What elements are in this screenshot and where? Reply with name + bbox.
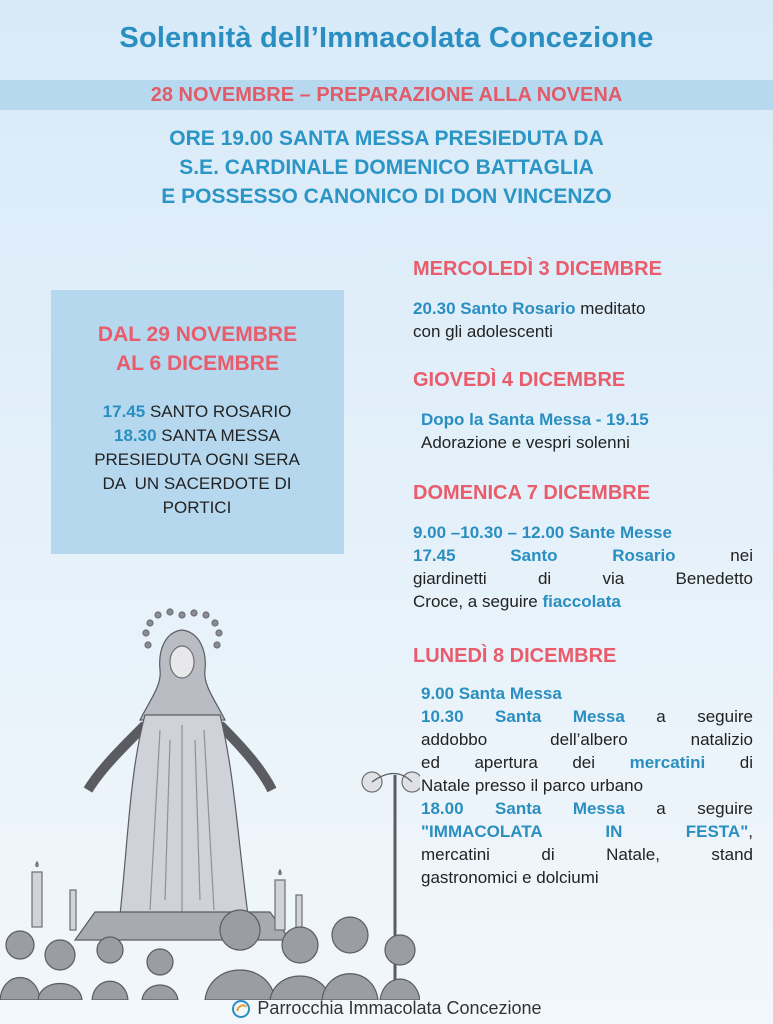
schedule-text: Croce, a seguire bbox=[413, 592, 543, 611]
schedule-bold: 10.30 Santa Messa bbox=[421, 707, 625, 726]
schedule-text: ed apertura dei bbox=[421, 753, 630, 772]
schedule-bold: 17.45 Santo Rosario bbox=[413, 546, 676, 565]
novena-line-2 bbox=[62, 424, 332, 448]
novena-time-2: 18.30 bbox=[114, 426, 157, 445]
schedule-bold: 9.00 Santa Messa bbox=[421, 684, 562, 703]
day-section-mercoledi bbox=[413, 258, 753, 343]
day-line bbox=[413, 590, 753, 613]
novena-line-3: PRESIEDUTA OGNI SERA bbox=[94, 450, 300, 469]
parish-name: Parrocchia Immacolata Concezione bbox=[257, 998, 542, 1018]
day-line bbox=[421, 820, 753, 843]
day-line bbox=[421, 705, 753, 728]
schedule-text: a seguire bbox=[624, 707, 753, 726]
schedule-bold: Dopo la Santa Messa - 19.15 bbox=[421, 410, 649, 429]
novena-text-2: SANTA MESSA bbox=[156, 426, 280, 445]
day-line bbox=[413, 521, 753, 544]
intro-line-1: ORE 19.00 SANTA MESSA PRESIEDUTA DA bbox=[169, 127, 604, 150]
day-line bbox=[421, 682, 753, 705]
footer bbox=[0, 998, 773, 1019]
page-title: Solennità dell’Immacolata Concezione bbox=[119, 22, 654, 54]
day-line bbox=[421, 751, 753, 774]
day-line: addobbo dell’albero natalizio bbox=[421, 730, 753, 749]
day-line bbox=[413, 544, 753, 567]
novena-line-1 bbox=[62, 400, 332, 424]
novena-time-1: 17.45 bbox=[102, 402, 146, 421]
day-title: DOMENICA 7 DICEMBRE bbox=[413, 482, 651, 504]
novena-line-4: DA UN SACERDOTE DI bbox=[102, 474, 292, 493]
novena-text-1: SANTO ROSARIO bbox=[145, 402, 292, 421]
day-title: LUNEDÌ 8 DICEMBRE bbox=[413, 645, 617, 667]
day-title: MERCOLEDÌ 3 DICEMBRE bbox=[413, 258, 662, 280]
novena-heading-line-1: DAL 29 NOVEMBRE bbox=[97, 323, 298, 346]
schedule-bold: 20.30 Santo Rosario bbox=[413, 299, 576, 318]
day-line: Adorazione e vespri solenni bbox=[421, 433, 630, 452]
day-title: GIOVEDÌ 4 DICEMBRE bbox=[413, 369, 626, 391]
parish-logo-icon bbox=[231, 999, 251, 1019]
day-line: mercatini di Natale, stand bbox=[421, 845, 753, 864]
schedule-text: meditato bbox=[575, 299, 646, 318]
day-line: Natale presso il parco urbano bbox=[421, 776, 644, 795]
novena-heading bbox=[51, 320, 344, 378]
schedule-text: a seguire bbox=[624, 799, 753, 818]
schedule-text: , bbox=[748, 822, 753, 841]
day-section-lunedi bbox=[413, 645, 753, 889]
madonna-illustration bbox=[0, 600, 420, 1000]
schedule-bold: "IMMACOLATA IN FESTA" bbox=[421, 822, 749, 841]
day-section-domenica bbox=[413, 482, 753, 613]
schedule-text: nei bbox=[675, 546, 753, 565]
intro-line-3: E POSSESSO CANONICO DI DON VINCENZO bbox=[161, 185, 612, 208]
schedule-bold: fiaccolata bbox=[542, 592, 621, 611]
day-line bbox=[413, 297, 753, 320]
lunedi-details bbox=[413, 682, 753, 889]
novena-details bbox=[62, 400, 332, 520]
intro-announcement bbox=[0, 124, 773, 211]
day-section-giovedi bbox=[413, 369, 753, 454]
novena-line-5: PORTICI bbox=[162, 498, 232, 517]
schedule-bold: 18.00 Santa Messa bbox=[421, 799, 625, 818]
schedule-bold: 9.00 –10.30 – 12.00 Sante Messe bbox=[413, 523, 672, 542]
day-line: giardinetti di via Benedetto bbox=[413, 569, 753, 588]
day-line: con gli adolescenti bbox=[413, 322, 553, 341]
day-line: gastronomici e dolciumi bbox=[421, 868, 599, 887]
intro-line-2: S.E. CARDINALE DOMENICO BATTAGLIA bbox=[179, 156, 594, 179]
schedule-bold: mercatini bbox=[629, 753, 706, 772]
subtitle-band-text: 28 NOVEMBRE – PREPARAZIONE ALLA NOVENA bbox=[150, 84, 623, 106]
novena-heading-line-2: AL 6 DICEMBRE bbox=[116, 352, 279, 375]
day-line bbox=[413, 408, 753, 431]
day-line bbox=[421, 797, 753, 820]
schedule-text: di bbox=[705, 753, 753, 772]
